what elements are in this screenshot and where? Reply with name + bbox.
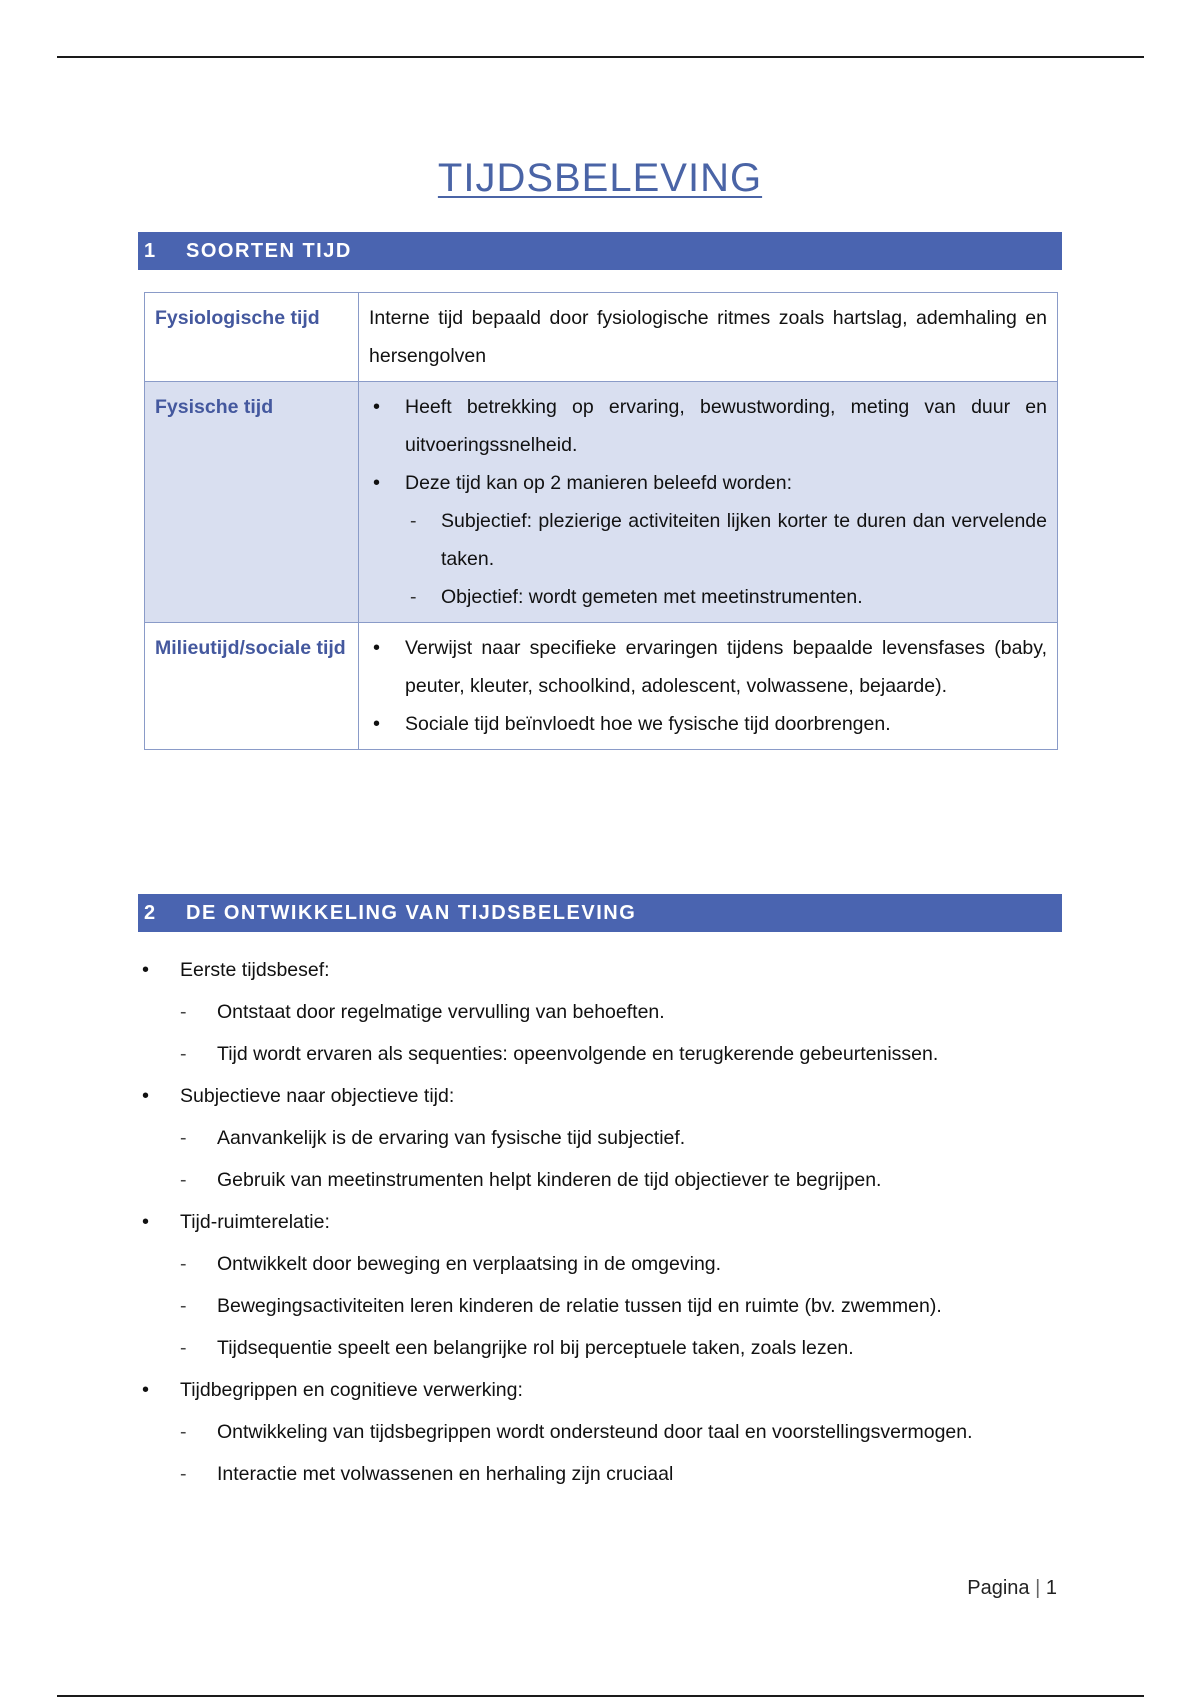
term-cell: Fysiologische tijd xyxy=(145,293,359,382)
sub-list-item: - Ontwikkelt door beweging en verplaatsing in de omgeving. xyxy=(138,1249,1058,1279)
list-item: • Verwijst naar specifieke ervaringen tijdens bepaalde levensfases (baby, peuter, kleuter, schoolkind, adolescent, volwassene, bejaarde). xyxy=(369,629,1047,705)
section-heading-1 xyxy=(138,232,1062,270)
sub-list-item: - Tijd wordt ervaren als sequenties: opeenvolgende en terugkerende gebeurtenissen. xyxy=(138,1039,1058,1069)
section-title: SOORTEN TIJD xyxy=(186,239,352,262)
list-item: • Tijd-ruimterelatie: xyxy=(138,1207,1058,1237)
page-number: Pagina | 1 xyxy=(967,1577,1057,1599)
sub-list-item: - Gebruik van meetinstrumenten helpt kinderen de tijd objectiever te begrijpen. xyxy=(138,1165,1058,1195)
sub-list-item: - Subjectief: plezierige activiteiten lijken korter te duren dan vervelende taken. xyxy=(405,502,1047,578)
term-cell: Milieutijd/sociale tijd xyxy=(145,623,359,750)
list-item: • Sociale tijd beïnvloedt hoe we fysische tijd doorbrengen. xyxy=(369,705,1047,743)
table-row xyxy=(145,382,1058,623)
section-number: 2 xyxy=(144,901,157,924)
list-item: • Tijdbegrippen en cognitieve verwerking: xyxy=(138,1375,1058,1405)
document-title: TIJDSBELEVING xyxy=(437,156,763,200)
section-title: DE ONTWIKKELING VAN TIJDSBELEVING xyxy=(186,901,637,924)
sub-list-item: - Bewegingsactiviteiten leren kinderen de relatie tussen tijd en ruimte (bv. zwemmen). xyxy=(138,1291,1058,1321)
table-row xyxy=(145,293,1058,382)
sub-list-item: - Ontstaat door regelmatige vervulling van behoeften. xyxy=(138,997,1058,1027)
list-item: • Deze tijd kan op 2 manieren beleefd worden: - Subjectief: plezierige activiteiten lijken korter te duren dan vervelende taken. - Objectief: wordt gemeten met meetinstrumenten. xyxy=(369,464,1047,616)
description-cell xyxy=(359,623,1058,750)
sub-list-item: - Interactie met volwassenen en herhaling zijn cruciaal xyxy=(138,1459,1058,1489)
header-rule xyxy=(57,56,1144,58)
list-item: • Heeft betrekking op ervaring, bewustwording, meting van duur en uitvoeringssnelheid. xyxy=(369,388,1047,464)
section-number: 1 xyxy=(144,239,157,262)
description-cell xyxy=(359,382,1058,623)
term-cell: Fysische tijd xyxy=(145,382,359,623)
description-cell: Interne tijd bepaald door fysiologische ritmes zoals hartslag, ademhaling en hersengolven xyxy=(359,293,1058,382)
list-item: • Subjectieve naar objectieve tijd: xyxy=(138,1081,1058,1111)
development-list xyxy=(138,955,1058,1501)
table-row xyxy=(145,623,1058,750)
section-heading-2 xyxy=(138,894,1062,932)
time-types-table xyxy=(144,292,1058,750)
footer-rule xyxy=(57,1695,1144,1697)
sub-list-item: - Tijdsequentie speelt een belangrijke rol bij perceptuele taken, zoals lezen. xyxy=(138,1333,1058,1363)
sub-list-item: - Aanvankelijk is de ervaring van fysische tijd subjectief. xyxy=(138,1123,1058,1153)
sub-list-item: - Objectief: wordt gemeten met meetinstrumenten. xyxy=(405,578,1047,616)
sub-list-item: - Ontwikkeling van tijdsbegrippen wordt ondersteund door taal en voorstellingsvermogen. xyxy=(138,1417,1058,1447)
list-item: • Eerste tijdsbesef: xyxy=(138,955,1058,985)
